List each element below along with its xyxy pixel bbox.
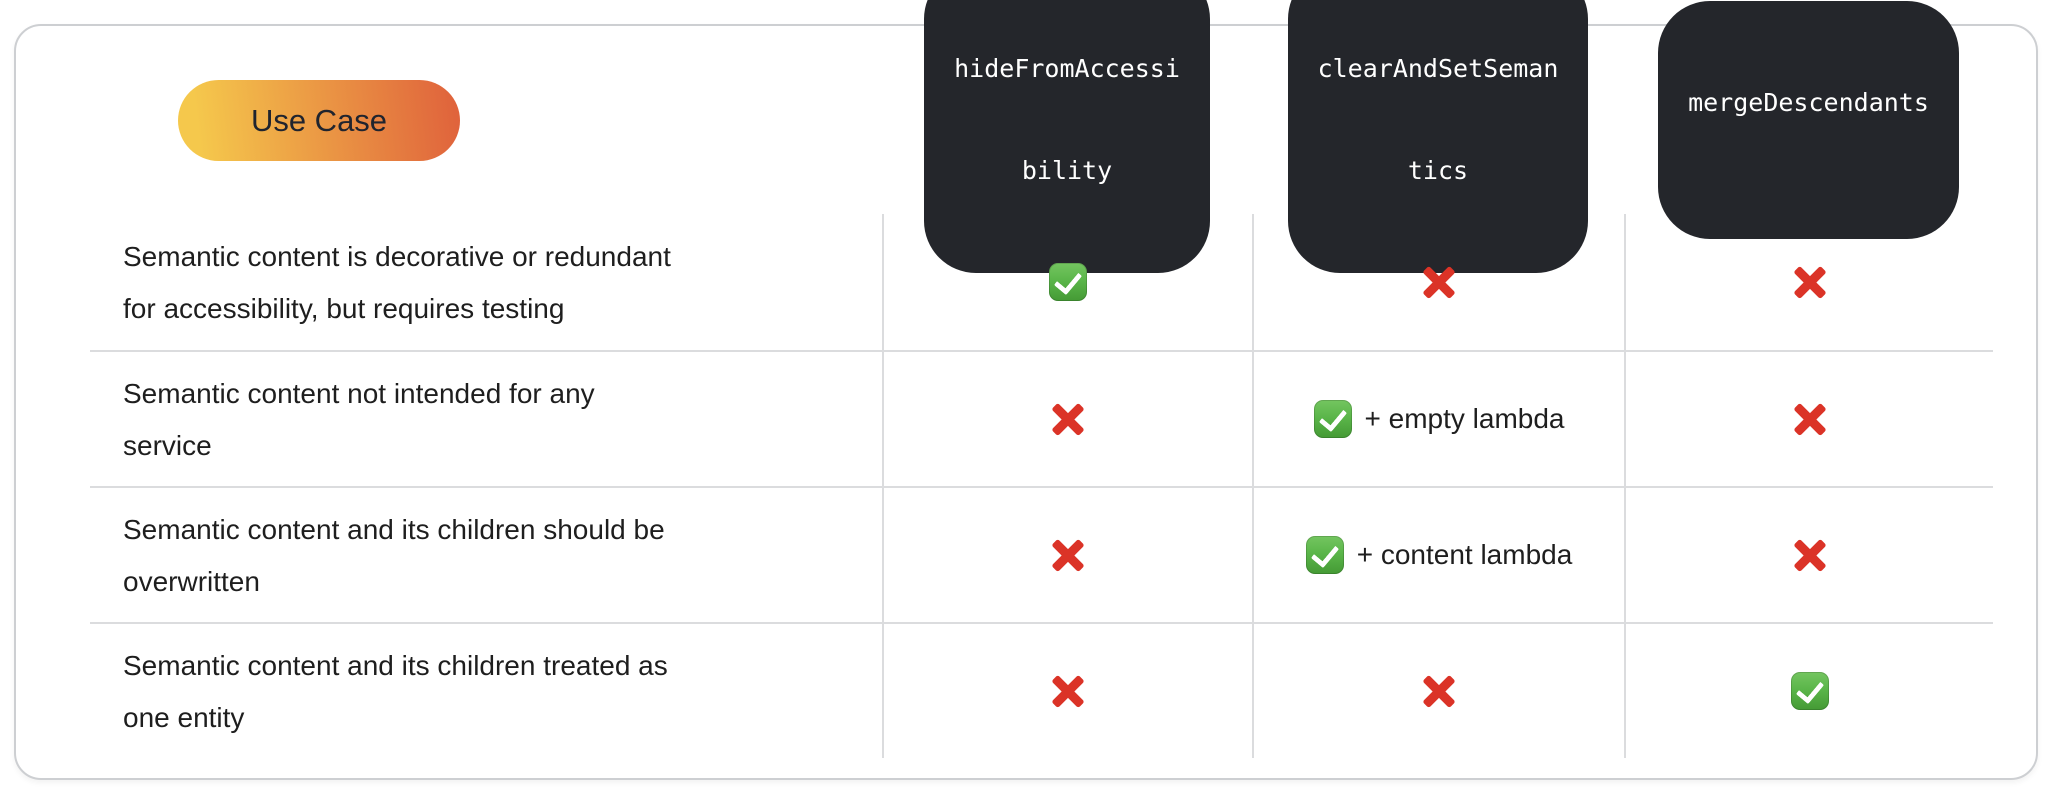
row-label-text: Semantic content not intended for any bbox=[123, 377, 595, 409]
row-label-text: one entity bbox=[123, 701, 245, 733]
row-label-text: Semantic content is decorative or redundant bbox=[123, 240, 671, 272]
table-cell bbox=[1624, 486, 1993, 622]
table-cell bbox=[882, 350, 1252, 486]
table-cell bbox=[1624, 214, 1993, 350]
row-label bbox=[90, 622, 882, 758]
table-cell bbox=[882, 622, 1252, 758]
pill-text-line: clearAndSetSeman bbox=[1317, 54, 1559, 83]
row-label bbox=[90, 486, 882, 622]
check-icon bbox=[1791, 672, 1829, 710]
pill-text-line: bility bbox=[1021, 156, 1113, 185]
cross-icon bbox=[1791, 536, 1829, 574]
header-cell-clearAndSetSemantics bbox=[1252, 26, 1624, 214]
use-case-pill: Use Case bbox=[178, 80, 460, 161]
row-label bbox=[90, 214, 882, 350]
cross-icon bbox=[1420, 263, 1458, 301]
cell-suffix-text: + empty lambda bbox=[1364, 403, 1565, 434]
check-icon bbox=[1314, 400, 1352, 438]
table-cell bbox=[1252, 486, 1624, 622]
cross-icon bbox=[1049, 536, 1087, 574]
header-cell-mergeDescendants bbox=[1624, 26, 1993, 214]
row-label-text: service bbox=[123, 429, 212, 461]
row-label-text: Semantic content and its children treated as bbox=[123, 649, 668, 681]
pill-text-line: tics bbox=[1407, 156, 1469, 185]
cross-icon bbox=[1791, 263, 1829, 301]
check-icon bbox=[1306, 536, 1344, 574]
cross-icon bbox=[1420, 672, 1458, 710]
row-label-text: Semantic content and its children should be bbox=[123, 513, 665, 545]
table-cell bbox=[1624, 622, 1993, 758]
table-cell bbox=[1624, 350, 1993, 486]
check-icon bbox=[1049, 263, 1087, 301]
row-label bbox=[90, 350, 882, 486]
column-pill-mergeDescendants bbox=[1658, 1, 1959, 239]
row-label-text: for accessibility, but requires testing bbox=[123, 292, 565, 324]
header-cell-hideFromAccessibility bbox=[882, 26, 1252, 214]
pill-text-line: mergeDescendants bbox=[1688, 88, 1929, 117]
pill-text-line: hideFromAccessi bbox=[954, 54, 1180, 83]
cell-suffix-text: + content lambda bbox=[1356, 539, 1573, 570]
table-cell bbox=[1252, 214, 1624, 350]
table-cell bbox=[1252, 350, 1624, 486]
cross-icon bbox=[1049, 400, 1087, 438]
table-cell bbox=[882, 214, 1252, 350]
header-cell-use-case bbox=[90, 26, 882, 214]
cross-icon bbox=[1049, 672, 1087, 710]
table-cell bbox=[1252, 622, 1624, 758]
row-label-text: overwritten bbox=[123, 565, 260, 597]
comparison-table bbox=[90, 26, 1993, 758]
table-cell bbox=[882, 486, 1252, 622]
cross-icon bbox=[1791, 400, 1829, 438]
comparison-table-card bbox=[14, 24, 2038, 780]
